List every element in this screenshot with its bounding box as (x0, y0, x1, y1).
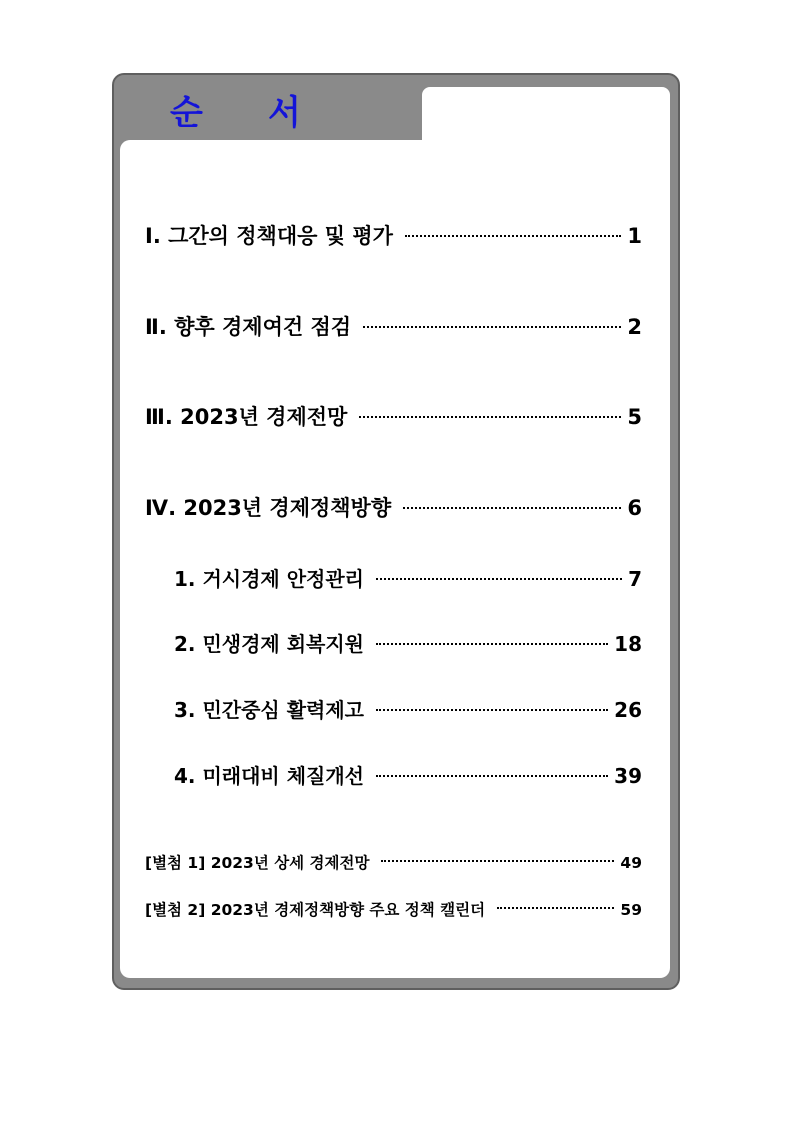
toc-title-char-2: 서 (268, 92, 301, 133)
toc-entry-page: 39 (614, 764, 642, 788)
toc-entry-label: Ⅲ. 2023년 경제전망 (145, 405, 348, 429)
toc-entry-label: 3. 민간중심 활력제고 (174, 698, 364, 722)
toc-entry-label: [별첨 2] 2023년 경제정책방향 주요 정책 캘린더 (145, 901, 486, 919)
toc-title-char-1: 순 (170, 92, 203, 133)
toc-entry-page: 49 (620, 854, 642, 872)
toc-entry-appendix-2[interactable] (145, 898, 642, 920)
dot-leader (381, 860, 614, 862)
toc-entry-page: 5 (627, 405, 642, 429)
dot-leader (359, 416, 621, 418)
toc-entry-page: 18 (614, 632, 642, 656)
dot-leader (405, 235, 621, 237)
toc-entry-section-3[interactable] (145, 401, 642, 431)
toc-entry-label: Ⅱ. 향후 경제여건 점검 (145, 315, 352, 339)
toc-entry-label: 2. 민생경제 회복지원 (174, 632, 364, 656)
toc-entry-page: 1 (627, 224, 642, 248)
dot-leader (376, 643, 608, 645)
toc-entry-page: 6 (627, 496, 642, 520)
toc-entry-subsection-4[interactable] (174, 760, 642, 789)
toc-entry-page: 26 (614, 698, 642, 722)
toc-entry-label: [별첨 1] 2023년 상세 경제전망 (145, 854, 370, 872)
toc-entry-section-4[interactable] (145, 492, 642, 522)
dot-leader (376, 709, 608, 711)
toc-title (170, 86, 420, 132)
toc-entry-label: 1. 거시경제 안정관리 (174, 567, 364, 591)
toc-entry-label: Ⅰ. 그간의 정책대응 및 평가 (145, 224, 393, 248)
dot-leader (403, 507, 621, 509)
toc-entry-page: 59 (620, 901, 642, 919)
toc-entry-label: Ⅳ. 2023년 경제정책방향 (145, 496, 392, 520)
dot-leader (376, 775, 608, 777)
toc-entry-section-2[interactable] (145, 311, 642, 341)
dot-leader (363, 326, 621, 328)
toc-entry-subsection-1[interactable] (174, 563, 642, 592)
toc-entry-subsection-3[interactable] (174, 694, 642, 723)
toc-entry-appendix-1[interactable] (145, 851, 642, 873)
dot-leader (497, 907, 614, 909)
toc-entry-page: 2 (627, 315, 642, 339)
dot-leader (376, 578, 622, 580)
toc-entry-label: 4. 미래대비 체질개선 (174, 764, 364, 788)
toc-entry-section-1[interactable] (145, 220, 642, 250)
toc-entry-subsection-2[interactable] (174, 628, 642, 657)
toc-entry-page: 7 (628, 567, 642, 591)
